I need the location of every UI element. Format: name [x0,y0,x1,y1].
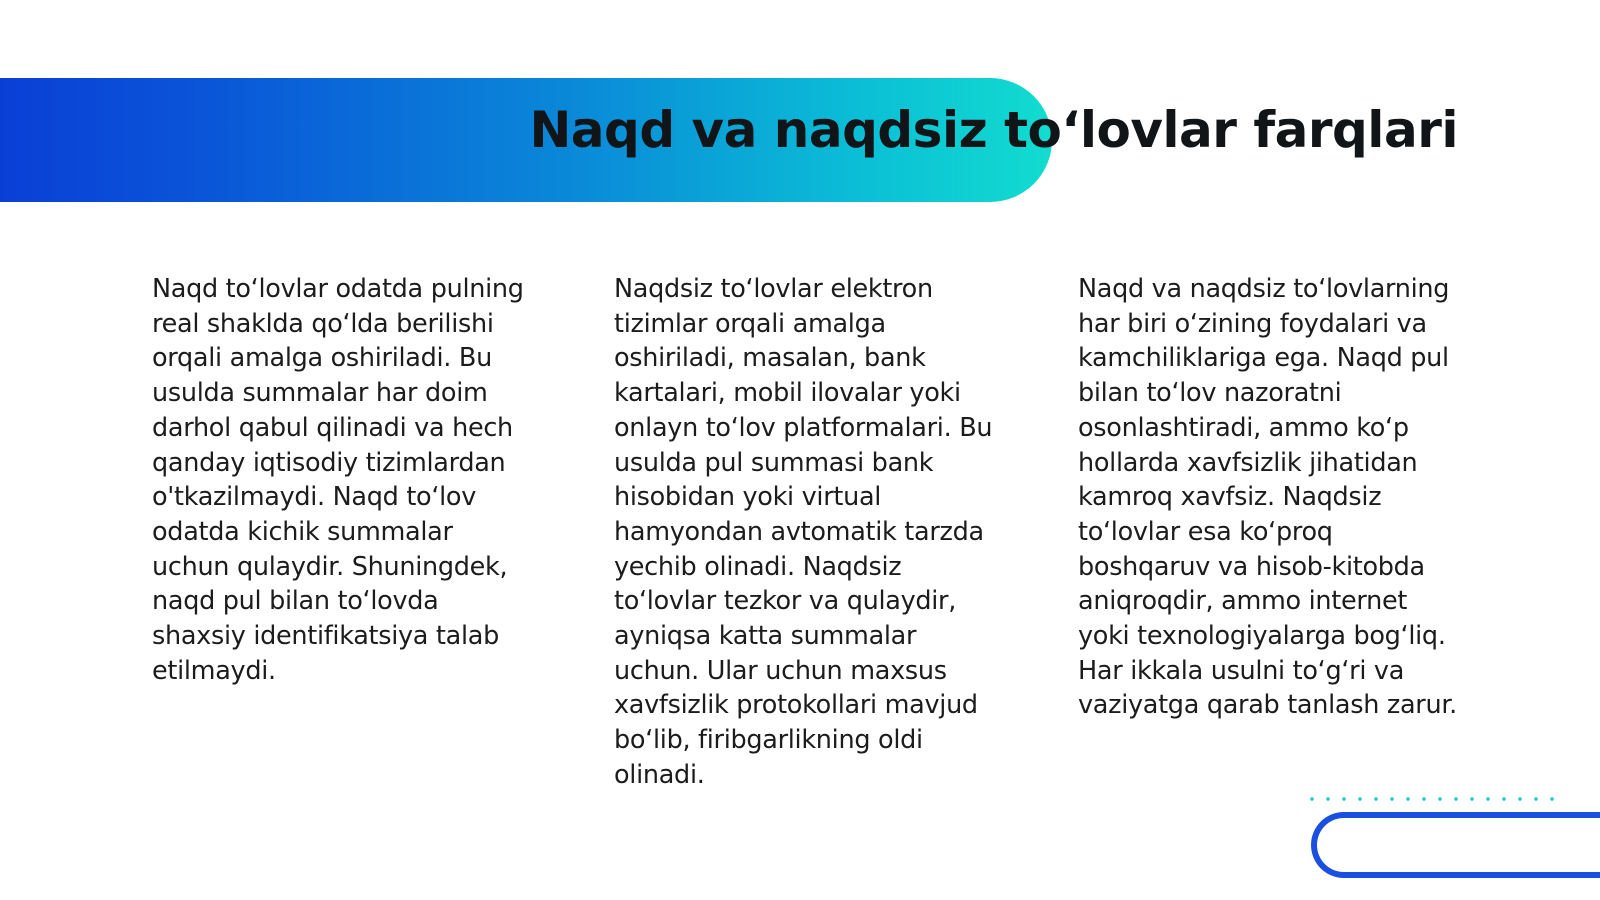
column-cash-payments: Naqd to‘lovlar odatda pulning real shaklda qo‘lda berilishi orqali amalga oshiriladi. Bu usulda summalar har doim darhol qabul qilinadi va hech qanday iqtisodiy tizimlardan o'tkazilmaydi. Naqd to‘lov odatda kichik summalar uchun qulaydir. Shuningdek, naqd pul bilan to‘lovda shaxsiy identifikatsiya talab etilmaydi. [152,274,524,686]
decorative-dots [1304,796,1564,802]
slide-title: Naqd va naqdsiz to‘lovlar farqlari [529,101,1458,159]
column-cashless-payments: Naqdsiz to‘lovlar elektron tizimlar orqali amalga oshiriladi, masalan, bank kartalari, mobil ilovalar yoki onlayn to‘lov platformalari. Bu usulda pul summasi bank hisobidan yoki virtual hamyondan avtomatik tarzda yechib olinadi. Naqdsiz to‘lovlar tezkor va qulaydir, ayniqsa katta summalar uchun. Ular uchun maxsus xavfsizlik protokollari mavjud bo‘lib, firibgarlikning oldi olinadi. [614,274,993,790]
column-comparison: Naqd va naqdsiz to‘lovlarning har biri o‘zining foydalari va kamchiliklariga ega. Naqd pul bilan to‘lov nazoratni osonlashtiradi, ammo ko‘p hollarda xavfsizlik jihatidan kamroq xavfsiz. Naqdsiz to‘lovlar esa ko‘proq boshqaruv va hisob-kitobda aniqroqdir, ammo internet yoki texnologiyalarga bog‘liq. Har ikkala usulni to‘g‘ri va vaziyatga qarab tanlash zarur. [1078,274,1457,721]
decorative-pill-outline [1311,812,1600,878]
